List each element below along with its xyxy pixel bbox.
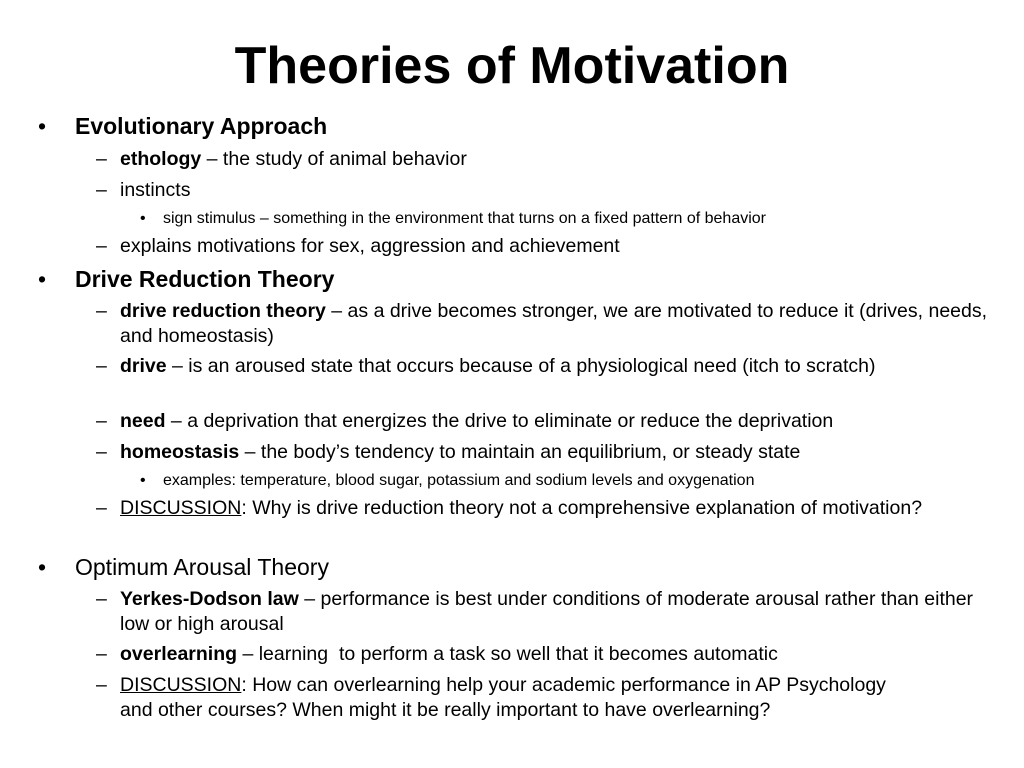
discussion-text: : How can overlearning help your academic performance in AP Psychology and other courses? When might it be really important to have overlearning? xyxy=(120,674,886,721)
discussion-label: DISCUSSION xyxy=(120,497,242,519)
term: drive xyxy=(120,355,167,377)
section-heading: Drive Reduction Theory xyxy=(75,266,335,292)
dash-marker: – xyxy=(96,643,107,665)
definition: – the body’s tendency to maintain an equilibrium, or steady state xyxy=(239,441,801,463)
dash-marker: – xyxy=(96,441,107,463)
definition: – a deprivation that energizes the drive to eliminate or reduce the deprivation xyxy=(165,410,834,432)
dash-marker: – xyxy=(96,300,107,322)
item-text: sign stimulus – something in the environment that turns on a fixed pattern of behavior xyxy=(163,210,767,227)
item-text: instincts xyxy=(120,179,191,201)
bullet-marker: • xyxy=(38,554,47,580)
bullet-marker: • xyxy=(140,472,146,489)
section-heading: Evolutionary Approach xyxy=(75,113,328,139)
dash-marker: – xyxy=(96,148,107,170)
item-text: examples: temperature, blood sugar, potassium and sodium levels and oxygenation xyxy=(163,472,755,489)
term: drive reduction theory xyxy=(120,300,326,322)
discussion-text: : Why is drive reduction theory not a comprehensive explanation of motivation? xyxy=(241,497,923,519)
definition: – learning to perform a task so well that it becomes automatic xyxy=(237,643,778,665)
dash-marker: – xyxy=(96,497,107,519)
term: Yerkes-Dodson law xyxy=(120,588,299,610)
term: overlearning xyxy=(120,643,238,665)
dash-marker: – xyxy=(96,179,107,201)
definition: – as a drive becomes stronger, we are motivated to reduce it (drives, needs, and homeostasis) xyxy=(120,300,988,347)
term: need xyxy=(120,410,166,432)
bullet-marker: • xyxy=(38,266,47,292)
dash-marker: – xyxy=(96,235,107,257)
bullet-marker: • xyxy=(140,210,146,227)
dash-marker: – xyxy=(96,355,107,377)
definition: – the study of animal behavior xyxy=(201,148,467,170)
bullet-marker: • xyxy=(38,113,47,139)
term: ethology xyxy=(120,148,202,170)
dash-marker: – xyxy=(96,410,107,432)
definition: – performance is best under conditions of moderate arousal rather than either low or high arousal xyxy=(120,588,974,635)
dash-marker: – xyxy=(96,674,107,696)
dash-marker: – xyxy=(96,588,107,610)
definition: – is an aroused state that occurs because of a physiological need (itch to scratch) xyxy=(166,355,876,377)
slide-title: Theories of Motivation xyxy=(234,37,790,95)
item-text: explains motivations for sex, aggression and achievement xyxy=(120,235,620,257)
section-heading: Optimum Arousal Theory xyxy=(75,554,329,580)
discussion-label: DISCUSSION xyxy=(120,674,242,696)
term: homeostasis xyxy=(120,441,240,463)
